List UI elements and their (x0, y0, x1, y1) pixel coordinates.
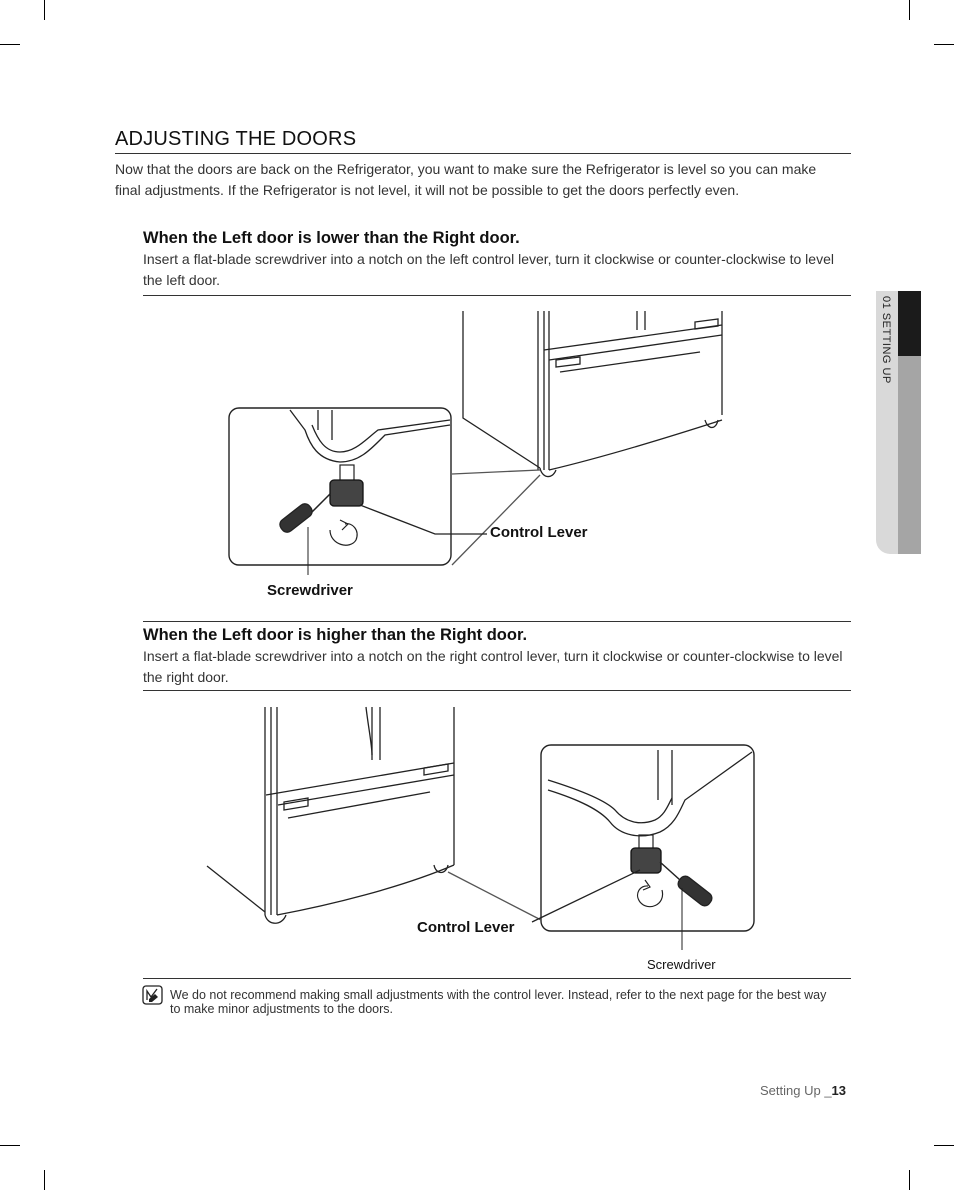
crop-mark (0, 1145, 20, 1146)
crop-mark (909, 1170, 910, 1190)
note-rule (143, 978, 851, 979)
note-text: We do not recommend making small adjustments with the control lever. Instead, refer to the next page for the best way to make minor adjustments to the doors. (170, 988, 827, 1016)
crop-mark (44, 0, 45, 20)
crop-mark (909, 0, 910, 20)
case2-control-lever-label: Control Lever (417, 919, 515, 936)
crop-mark (0, 44, 20, 45)
crop-mark (44, 1170, 45, 1190)
title-rule (115, 153, 851, 154)
page-title: ADJUSTING THE DOORS (115, 128, 357, 150)
case2-text: Insert a flat-blade screwdriver into a notch on the right control lever, turn it clockwise or counter-clockwise to level the right door. (143, 648, 843, 685)
case2-screwdriver-label: Screwdriver (647, 957, 716, 972)
page-footer (760, 1083, 846, 1098)
intro-paragraph: Now that the doors are back on the Refrigerator, you want to make sure the Refrigerator is level so you can make final adjustments. If the Refrigerator is not level, it will not be possible to get the doors perfectly even. (115, 161, 817, 198)
left-door-adjust-illustration (220, 305, 740, 575)
crop-mark (934, 44, 954, 45)
chapter-tab-strip (898, 356, 921, 554)
right-door-adjust-illustration (205, 700, 765, 950)
note-pencil-icon (142, 985, 163, 1005)
case2-top-rule (143, 621, 851, 622)
page-number: 13 (831, 1083, 847, 1098)
footer-label: Setting Up _ (760, 1083, 832, 1098)
chapter-tab-label: 01 SETTING UP (880, 296, 892, 384)
crop-mark (934, 1145, 954, 1146)
case1-text: Insert a flat-blade screwdriver into a notch on the left control lever, turn it clockwise or counter-clockwise to level the left door. (143, 251, 834, 288)
case2-rule (143, 690, 851, 691)
case1-screwdriver-label: Screwdriver (267, 582, 353, 599)
case1-control-lever-label: Control Lever (490, 524, 588, 541)
chapter-tab-active-marker (898, 291, 921, 356)
case2-heading: When the Left door is higher than the Right door. (143, 626, 528, 644)
case1-heading: When the Left door is lower than the Right door. (143, 229, 520, 247)
case1-rule (143, 295, 851, 296)
